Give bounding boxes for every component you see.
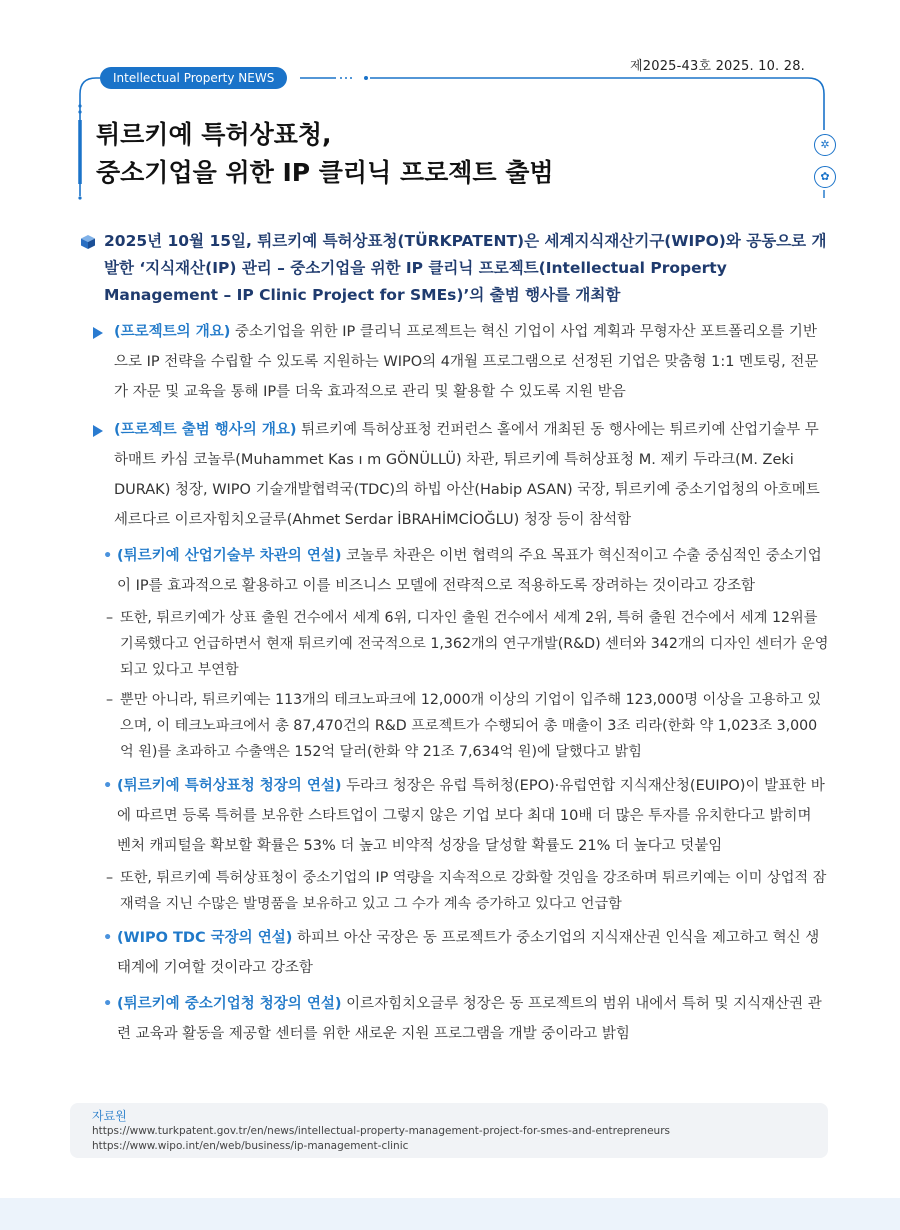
footer-band <box>0 1198 900 1230</box>
source-box <box>70 1103 828 1158</box>
item-heading: (튀르키예 중소기업청 청장의 연설) <box>117 996 342 1012</box>
sub-item-text: 또한, 튀르키예 특허상표청이 중소기업의 IP 역량을 지속적으로 강화할 것임을 강조하며 튀르키예는 이미 상업적 잠재력을 지닌 수많은 발명품을 보유하고 있고 그 수가 계속 증가하고 있다고 언급함 <box>120 870 827 912</box>
dash-bullet: – <box>106 870 114 886</box>
kosgeb-president-speech <box>80 989 830 1049</box>
source-label: 자료원 <box>92 1109 127 1123</box>
sub-item-text: 또한, 튀르키예가 상표 출원 건수에서 세계 6위, 디자인 출원 건수에서 세계 2위, 특허 출원 건수에서 세계 12위를 기록했다고 언급하면서 현재 튀르키예 전국적으로 1,362개의 연구개발(R&D) 센터와 342개의 디자인 센터가 운영되고 있다고 부연함 <box>120 610 829 678</box>
source-link[interactable]: https://www.wipo.int/en/web/business/ip-management-clinic <box>92 1140 409 1152</box>
item-text: 튀르키예 특허상표청 컨퍼런스 홀에서 개최된 동 행사에는 튀르키예 산업기술부 무하매트 카심 코놀루(Muhammet Kas ı m GÖNÜLLÜ) 차관, 튀르키예 특허상표청 M. 제키 두라크(M. Zeki DURAK) 청장, WIPO 기술개발협력국(TDC)의 하빕 아산(Habip ASAN) 국장, 튀르키예 중소기업청의 아흐메트 세르다르 이르자힘치오글루(Ahmet Serdar İBRAHİMCİOĞLU) 청장 등이 참석함 <box>114 422 820 528</box>
globe-icon: ✿ <box>814 166 836 188</box>
launch-event-item <box>80 415 830 535</box>
page-title <box>96 116 554 192</box>
item-heading: (튀르키예 특허상표청 청장의 연설) <box>117 778 342 794</box>
triangle-bullet-icon <box>93 425 103 437</box>
wipo-director-speech <box>80 923 830 983</box>
source-link[interactable]: https://www.turkpatent.gov.tr/en/news/intellectual-property-management-project-for-smes-and-entrepreneurs <box>92 1125 670 1137</box>
dot-bullet: • <box>103 778 113 794</box>
dash-bullet: – <box>106 610 114 626</box>
lead-text: 2025년 10월 15일, 튀르키예 특허상표청(TÜRKPATENT)은 세계지식재산기구(WIPO)와 공동으로 개발한 ‘지식재산(IP) 관리 – 중소기업을 위한 IP 클리닉 프로젝트(Intellectual Property Management – IP Clinic Project for SMEs)’의 출범 행사를 개최함 <box>104 232 827 304</box>
title-line-2: 중소기업을 위한 IP 클리닉 프로젝트 출범 <box>96 158 554 187</box>
president-speech <box>80 771 830 861</box>
lead-paragraph <box>80 228 830 309</box>
item-text: 중소기업을 위한 IP 클리닉 프로젝트는 혁신 기업이 사업 계획과 무형자산 포트폴리오를 기반으로 IP 전략을 수립할 수 있도록 지원하는 WIPO의 4개월 프로그램으로 선정된 기업은 맞춤형 1:1 멘토링, 전문가 자문 및 교육을 통해 IP를 더욱 효과적으로 관리 및 활용할 수 있도록 지원 받음 <box>114 324 819 400</box>
item-heading: (튀르키예 산업기술부 차관의 연설) <box>117 548 342 564</box>
sub-item <box>80 605 830 683</box>
sub-item-text: 뿐만 아니라, 튀르키예는 113개의 테크노파크에 12,000개 이상의 기업이 입주해 123,000명 이상을 고용하고 있으며, 이 테크노파크에서 총 87,470건의 R&D 프로젝트가 수행되어 총 매출이 3조 리라(한화 약 1,023조 3,000억 원)를 초과하고 수출액은 152억 달러(한화 약 21조 7,634억 원)에 달했다고 밝힘 <box>120 692 822 760</box>
news-badge: Intellectual Property NEWS <box>100 67 287 89</box>
cube-icon <box>80 234 96 250</box>
item-heading: (프로젝트의 개요) <box>114 324 231 340</box>
item-text: 두라크 청장은 유럽 특허청(EPO)·유럽연합 지식재산청(EUIPO)이 발표한 바에 따르면 등록 특허를 보유한 스타트업이 그렇지 않은 기업 보다 최대 10배 더 많은 투자를 유치한다고 밝히며 벤처 캐피털을 확보할 확률은 53% 더 높고 비약적 성장을 달성할 확률도 21% 더 높다고 덧붙임 <box>117 778 825 854</box>
sub-item <box>80 687 830 765</box>
dot-bullet: • <box>103 548 113 564</box>
overview-item <box>80 317 830 407</box>
triangle-bullet-icon <box>93 327 103 339</box>
dot-bullet: • <box>103 930 113 946</box>
item-heading: (WIPO TDC 국장의 연설) <box>117 930 293 946</box>
item-heading: (프로젝트 출범 행사의 개요) <box>114 422 297 438</box>
item-text: 하피브 아산 국장은 동 프로젝트가 중소기업의 지식재산권 인식을 제고하고 혁신 생태계에 기여할 것이라고 강조함 <box>117 930 820 976</box>
item-text: 이르자힘치오글루 청장은 동 프로젝트의 범위 내에서 특허 및 지식재산권 관련 교육과 활동을 제공할 센터를 위한 새로운 지원 프로그램을 개발 중이라고 밝힘 <box>117 996 822 1042</box>
network-icon: ✲ <box>814 134 836 156</box>
dot-bullet: • <box>103 996 113 1012</box>
issue-number: 제2025-43호 2025. 10. 28. <box>630 59 805 74</box>
sub-item <box>80 865 830 917</box>
dash-bullet: – <box>106 692 114 708</box>
title-line-1: 튀르키예 특허상표청, <box>96 120 332 149</box>
vice-minister-speech <box>80 541 830 601</box>
item-text: 코놀루 차관은 이번 협력의 주요 목표가 혁신적이고 수출 중심적인 중소기업이 IP를 효과적으로 활용하고 이를 비즈니스 모델에 전략적으로 적용하도록 장려하는 것이라고 강조함 <box>117 548 822 594</box>
article-body <box>80 228 830 1049</box>
